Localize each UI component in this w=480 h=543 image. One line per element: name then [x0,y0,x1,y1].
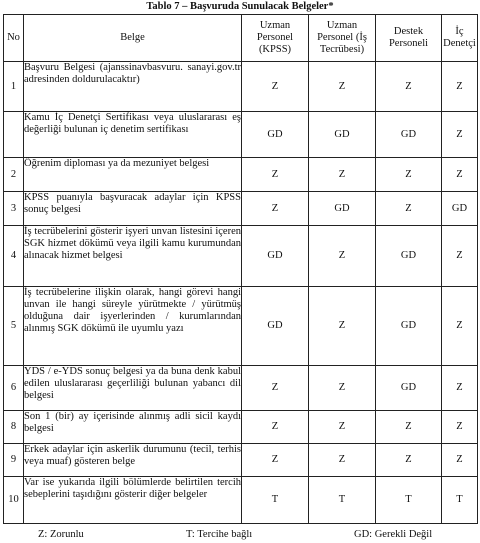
destek-value: Z [376,62,442,112]
document-name: Kamu İç Denetçi Sertifikası veya uluslararası eş değerliği bulunan iç denetim sertifikası [24,112,242,158]
table-row [4,112,478,158]
table-row [4,158,478,192]
ic-denetci-value: Z [442,411,478,444]
row-number: 9 [4,444,24,477]
table-row [4,62,478,112]
table-row [4,444,478,477]
table-row [4,366,478,411]
table-row [4,477,478,524]
row-number [4,112,24,158]
uzman-kpss-value: GD [242,112,309,158]
uzman-is-value: Z [309,287,376,366]
document-name: Son 1 (bir) ay içerisinde alınmış adli sicil kaydı belgesi [24,411,242,444]
destek-value: Z [376,444,442,477]
uzman-kpss-value: Z [242,366,309,411]
col-header-no: No [4,15,24,62]
table-row [4,192,478,226]
documents-table [3,14,478,524]
table-row [4,287,478,366]
uzman-is-value: Z [309,62,376,112]
uzman-kpss-value: Z [242,192,309,226]
uzman-is-value: Z [309,158,376,192]
uzman-is-value: Z [309,444,376,477]
col-header-uzman-is: Uzman Personel (İş Tecrübesi) [309,15,376,62]
ic-denetci-value: Z [442,366,478,411]
row-number: 4 [4,226,24,287]
uzman-is-value: Z [309,226,376,287]
destek-value: Z [376,192,442,226]
ic-denetci-value: Z [442,62,478,112]
uzman-kpss-value: Z [242,411,309,444]
uzman-is-value: T [309,477,376,524]
document-name: YDS / e-YDS sonuç belgesi ya da buna denk kabul edilen uluslararası geçerliliği bulunan yabancı dil belgesi [24,366,242,411]
document-name: Öğrenim diploması ya da mezuniyet belgesi [24,158,242,192]
uzman-is-value: GD [309,112,376,158]
legend-gerekli-degil: GD: Gerekli Değil [354,529,433,540]
uzman-kpss-value: Z [242,62,309,112]
ic-denetci-value: Z [442,287,478,366]
row-number: 1 [4,62,24,112]
destek-value: T [376,477,442,524]
document-name: KPSS puanıyla başvuracak adaylar için KPSS sonuç belgesi [24,192,242,226]
uzman-kpss-value: T [242,477,309,524]
document-name: Başvuru Belgesi (ajanssinavbasvuru. sanayi.gov.tr adresinden doldurulacaktır) [24,62,242,112]
ic-denetci-value: GD [442,192,478,226]
row-number: 10 [4,477,24,524]
ic-denetci-value: Z [442,112,478,158]
document-name: İş tecrübelerine ilişkin olarak, hangi görevi hangi unvan ile hangi süreyle yürütmekte / yürütmüş olduğuna dair işyerlerinden / kurumlarından alınmış SGK dökümü ile uyumlu yazı [24,287,242,366]
row-number: 6 [4,366,24,411]
uzman-kpss-value: Z [242,158,309,192]
ic-denetci-value: Z [442,226,478,287]
destek-value: GD [376,287,442,366]
col-header-belge: Belge [24,15,242,62]
row-number: 2 [4,158,24,192]
document-name: Var ise yukarıda ilgili bölümlerde belirtilen tercih sebeplerini taşıdığını gösterir diğer belgeler [24,477,242,524]
legend-zorunlu: Z: Zorunlu [38,529,84,540]
row-number: 5 [4,287,24,366]
row-number: 3 [4,192,24,226]
ic-denetci-value: T [442,477,478,524]
uzman-is-value: GD [309,192,376,226]
col-header-ic-denetci: İç Denetçi [442,15,478,62]
document-name: Erkek adaylar için askerlik durumunu (tecil, terhis veya muaf) gösteren belge [24,444,242,477]
table-row [4,226,478,287]
legend-tercihe-bagli: T: Tercihe bağlı [186,529,253,540]
row-number: 8 [4,411,24,444]
destek-value: GD [376,226,442,287]
ic-denetci-value: Z [442,158,478,192]
table-title: Tablo 7 – Başvuruda Sunulacak Belgeler* [146,1,334,12]
uzman-kpss-value: GD [242,287,309,366]
document-name: İş tecrübelerini gösterir işyeri unvan listesini içeren SGK hizmet dökümü veya ilgili kamu kurumundan alınacak hizmet belgesi [24,226,242,287]
uzman-is-value: Z [309,411,376,444]
destek-value: Z [376,411,442,444]
ic-denetci-value: Z [442,444,478,477]
table-row [4,411,478,444]
uzman-is-value: Z [309,366,376,411]
col-header-uzman-kpss: Uzman Personel (KPSS) [242,15,309,62]
col-header-destek: Destek Personeli [376,15,442,62]
header-row [4,15,478,62]
destek-value: Z [376,158,442,192]
destek-value: GD [376,112,442,158]
uzman-kpss-value: Z [242,444,309,477]
destek-value: GD [376,366,442,411]
legend [0,529,480,543]
uzman-kpss-value: GD [242,226,309,287]
